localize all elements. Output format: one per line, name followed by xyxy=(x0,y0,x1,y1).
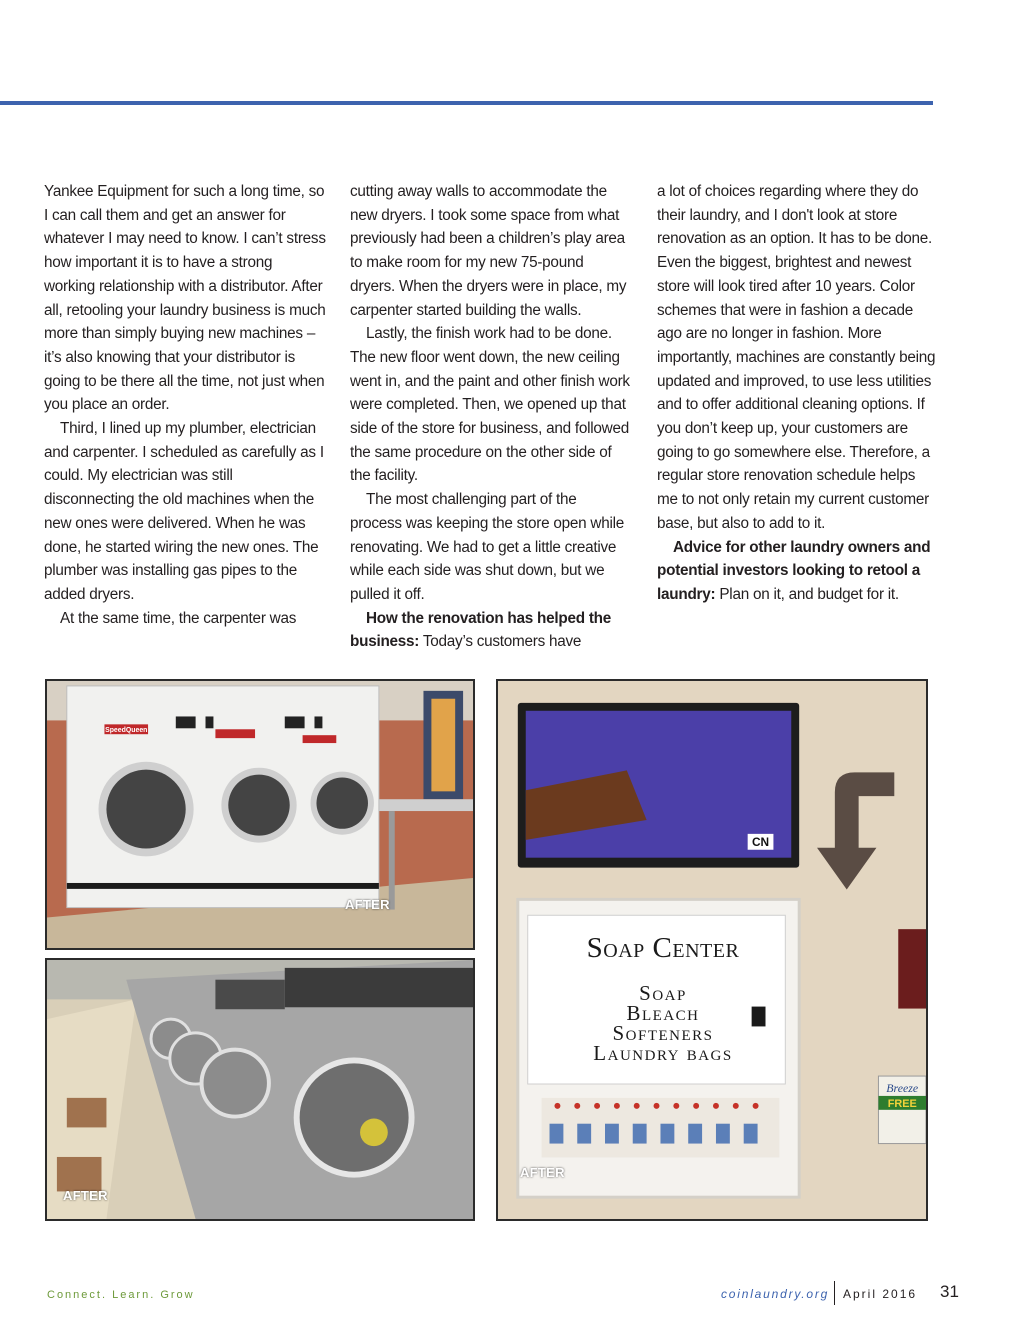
poster-brand: Breeze xyxy=(886,1080,919,1095)
poster-tag: FREE xyxy=(887,1097,917,1110)
photo-dryers xyxy=(45,679,475,950)
sign-title: Soap Center xyxy=(586,932,740,964)
text-column-2 xyxy=(350,180,632,654)
footer-tagline: Connect. Learn. Grow xyxy=(47,1289,195,1301)
sign-item: Softeners xyxy=(612,1021,714,1045)
footer-date: April 2016 xyxy=(843,1287,918,1301)
text-column-1 xyxy=(44,180,326,630)
sign-item: Bleach xyxy=(626,1001,700,1025)
paragraph: Lastly, the finish work had to be done. The new floor went down, the new ceiling went in, and the paint and other finish work were completed. Then, we opened up that side of the store for business, and followed the same procedure on the other side of the facility. xyxy=(350,325,630,485)
tv-logo: CN xyxy=(751,834,770,849)
paragraph: a lot of choices regarding where they do their laundry, and I don't look at store renovation as an option. It has to be done. Even the biggest, brightest and newest store will look tired after 10 years. Color schemes that were in fashion a decade ago are no longer in fashion. More importantly, machines are constantly being updated and improved, to use less utilities and to offer additional cleaning options. If you don’t keep up, your customers are going to go somewhere else. Therefore, a regular store renovation schedule helps me to not only retain my current customer base, but also to add to it. xyxy=(657,183,936,532)
paragraph: Yankee Equipment for such a long time, so I can call them and get an answer for whatever I may need to know. I can’t stress how important it is to have a strong working relationship with a distributor. After all, retooling your laundry business is much more than simply buying new machines – it’s also knowing that your distributor is going to be there all the time, not just when you place an order. xyxy=(44,183,326,414)
dryers-illustration xyxy=(47,681,473,948)
photo-caption: AFTER xyxy=(63,1188,108,1203)
paragraph: Third, I lined up my plumber, electrician and carpenter. I scheduled as carefully as I could. My electrician was still disconnecting the old machines when the new ones were delivered. When he was done, he started wiring the new ones. The plumber was installing gas pipes to the added dryers. xyxy=(44,420,324,603)
paragraph xyxy=(657,536,939,607)
brand-text: SpeedQueen xyxy=(105,727,148,735)
washers-illustration xyxy=(47,960,473,1219)
sign-item: Laundry bags xyxy=(593,1041,733,1065)
paragraph: cutting away walls to accommodate the new dryers. I took some space from what previously had been a children’s play area to make room for my new 75-pound dryers. When the dryers were in place, my carpenter started building the walls. xyxy=(350,183,627,319)
footer-site-link[interactable]: coinlaundry.org xyxy=(721,1287,830,1301)
photo-washers xyxy=(45,958,475,1221)
photo-caption: AFTER xyxy=(520,1165,565,1180)
paragraph-text: Today’s customers have xyxy=(419,633,582,651)
text-column-3 xyxy=(657,180,939,607)
paragraph xyxy=(350,607,632,654)
paragraph: The most challenging part of the process was keeping the store open while renovating. We had to get a little creative while each side was shut down, but we pulled it off. xyxy=(350,491,625,603)
photo-soap-center xyxy=(496,679,928,1221)
footer-divider xyxy=(834,1281,835,1305)
subhead-lead: How the renovation has helped the business: xyxy=(350,609,612,651)
header-rule xyxy=(0,101,933,105)
sign-item: Soap xyxy=(639,981,687,1005)
paragraph-text: Plan on it, and budget for it. xyxy=(715,585,899,603)
page-number: 31 xyxy=(940,1282,959,1301)
subhead-lead: Advice for other laundry owners and potential investors looking to retool a laundry: xyxy=(657,538,931,603)
paragraph: At the same time, the carpenter was xyxy=(60,609,297,627)
soap-sign xyxy=(528,931,798,1063)
photo-caption: AFTER xyxy=(345,897,390,912)
